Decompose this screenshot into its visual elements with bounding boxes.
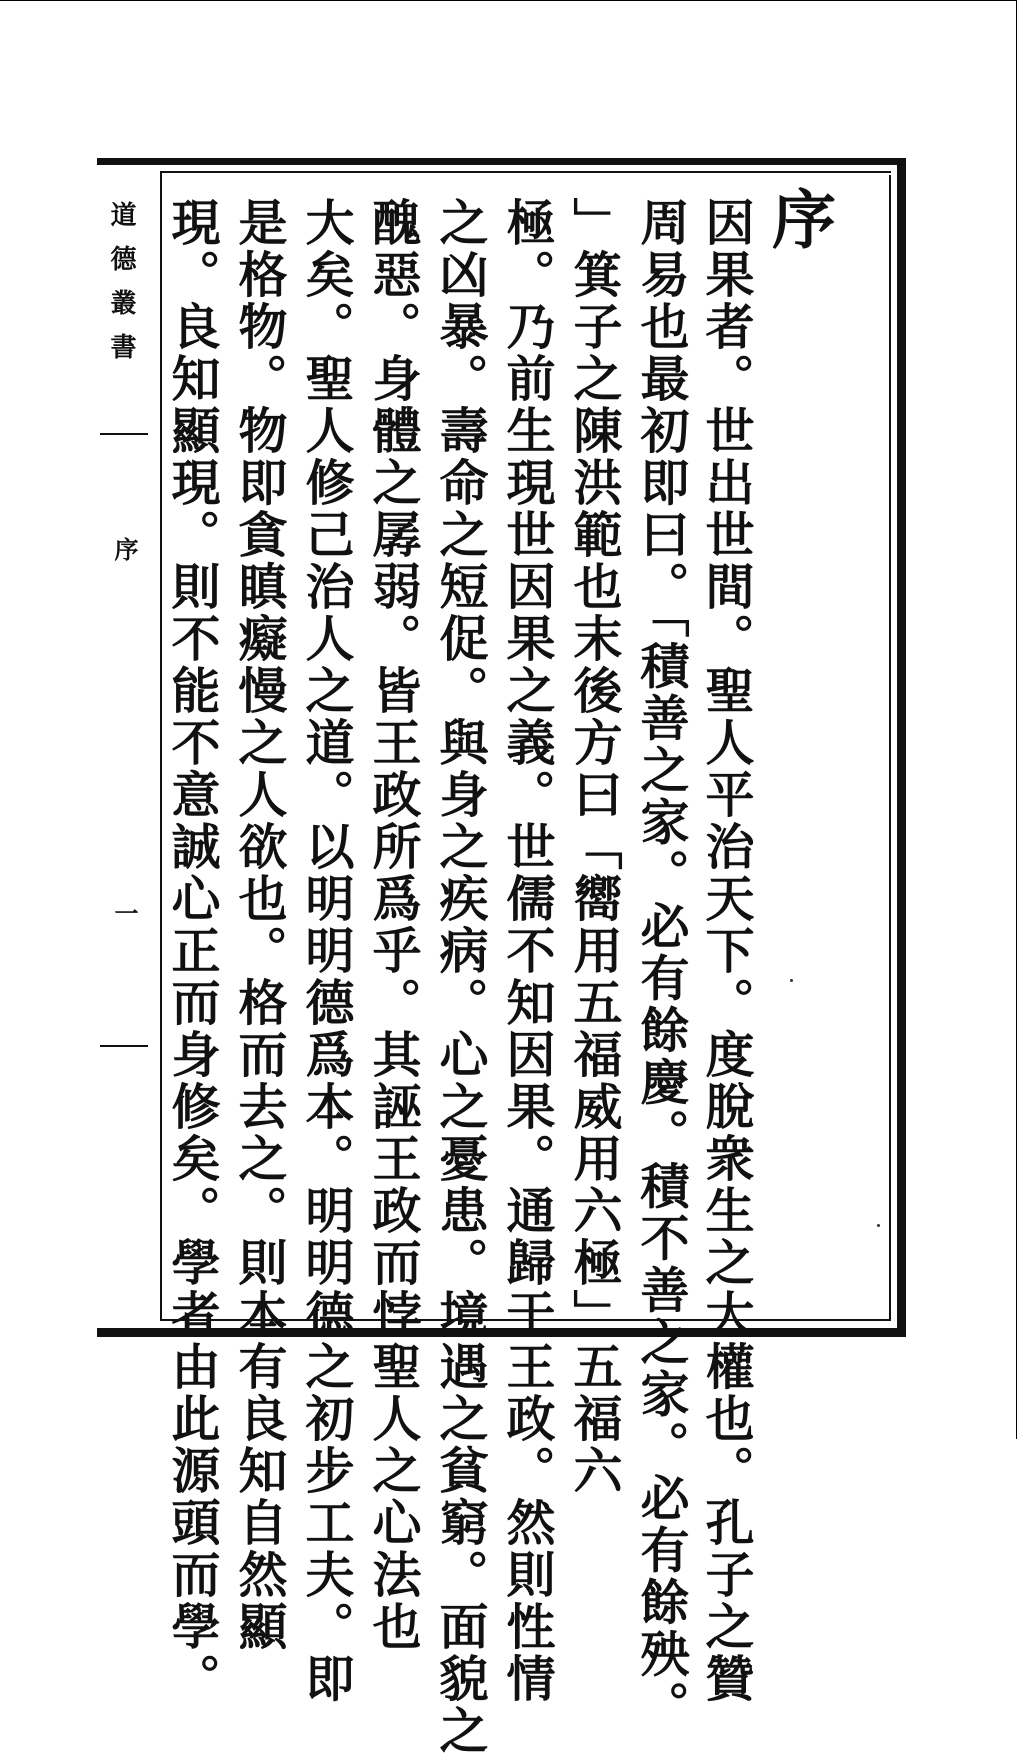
frame-right-border [897, 158, 906, 1337]
text-column: 醜惡。身體之孱弱。皆王政所爲乎。其誣王政而悖聖人之心法也 [365, 197, 423, 1653]
section-title: 序 [761, 186, 836, 250]
ink-speck [790, 979, 793, 982]
ink-speck [877, 1224, 880, 1227]
frame-inner-top-border [160, 171, 891, 173]
frame-right-inner-border [889, 175, 891, 1319]
text-column: 」箕子之陳洪範也末後方曰「嚮用五福威用六極」五福六 [566, 197, 624, 1497]
margin-book-title: 道德叢書 [106, 201, 136, 377]
margin-page-number: 一 [110, 901, 139, 925]
text-column: 之凶暴。壽命之短促。與身之疾病。心之憂患。境遇之貧窮。面貌之 [432, 197, 490, 1757]
margin-divider [160, 171, 162, 1321]
margin-section-label: 序 [110, 537, 139, 561]
text-column: 大矣。聖人修己治人之道。以明明德爲本。明明德之初步工夫。即 [298, 197, 356, 1705]
text-column: 現。良知顯現。則不能不意誠心正而身修矣。學者由此源頭而學。 [164, 197, 222, 1705]
margin-rule [100, 433, 148, 435]
text-column: 因果者。世出世間。聖人平治天下。度脫衆生之大權也。孔子之贊 [698, 197, 756, 1705]
margin-rule [100, 1045, 148, 1047]
frame-top-border [97, 158, 904, 165]
text-column: 周易也最初即曰。「積善之家。必有餘慶。積不善之家。必有餘殃。 [633, 197, 691, 1733]
text-column: 極。乃前生現世因果之義。世儒不知因果。通歸于王政。然則性情 [499, 197, 557, 1705]
text-column: 是格物。物即貪瞋癡慢之人欲也。格而去之。則本有良知自然顯 [231, 197, 289, 1653]
